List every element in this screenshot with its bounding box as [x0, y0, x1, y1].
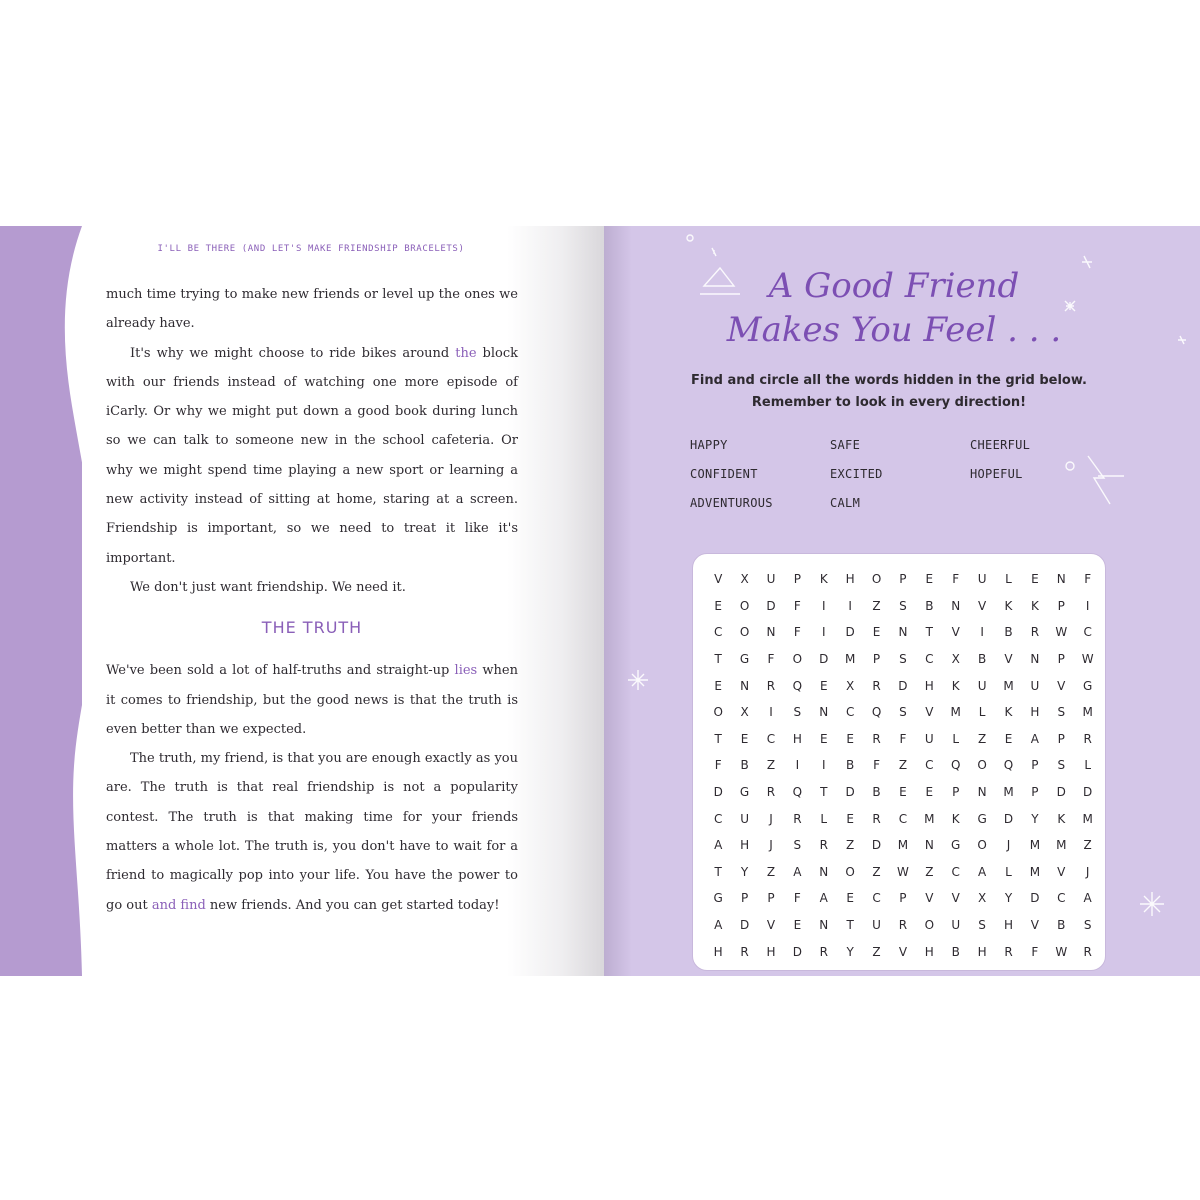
grid-cell[interactable]: C: [872, 891, 881, 906]
grid-cell[interactable]: N: [766, 625, 776, 640]
grid-cell[interactable]: Y: [1031, 811, 1039, 826]
grid-cell[interactable]: G: [739, 785, 750, 800]
grid-cell[interactable]: M: [844, 652, 856, 667]
grid-cell[interactable]: C: [845, 705, 855, 720]
grid-cell[interactable]: K: [1057, 811, 1066, 826]
grid-cell[interactable]: E: [714, 678, 722, 693]
grid-row: [705, 646, 1101, 673]
grid-cell[interactable]: E: [714, 598, 722, 613]
right-page: [604, 226, 1200, 976]
grid-cell[interactable]: D: [792, 944, 802, 959]
grid-row: [705, 912, 1101, 939]
grid-cell[interactable]: N: [1056, 572, 1066, 587]
grid-cell[interactable]: F: [1031, 944, 1039, 959]
grid-cell[interactable]: R: [872, 731, 881, 746]
grid-cell[interactable]: V: [925, 705, 934, 720]
grid-cell[interactable]: G: [1083, 678, 1093, 693]
grid-cell[interactable]: G: [951, 838, 961, 853]
grid-cell[interactable]: V: [1030, 918, 1039, 933]
grid-cell[interactable]: Q: [1003, 758, 1014, 773]
grid-cell[interactable]: M: [950, 705, 961, 720]
grid-cell[interactable]: R: [1083, 944, 1092, 959]
grid-cell[interactable]: Z: [1083, 838, 1092, 853]
grid-cell[interactable]: R: [1030, 625, 1040, 640]
grid-cell[interactable]: E: [846, 731, 854, 746]
grid-cell[interactable]: J: [769, 838, 773, 853]
grid-cell[interactable]: E: [846, 891, 854, 906]
grid-cell[interactable]: V: [925, 891, 934, 906]
grid-cell[interactable]: V: [898, 944, 908, 959]
grid-cell[interactable]: K: [1004, 705, 1013, 720]
grid-cell[interactable]: I: [980, 625, 984, 640]
word-list-item: HOPEFUL: [970, 467, 1023, 481]
grid-cell[interactable]: F: [1084, 572, 1092, 587]
grid-cell[interactable]: S: [899, 705, 907, 720]
grid-cell[interactable]: X: [951, 652, 960, 667]
grid-cell[interactable]: O: [977, 838, 987, 853]
grid-cell[interactable]: L: [1084, 758, 1091, 773]
word-list-item: SAFE: [830, 438, 861, 452]
grid-cell[interactable]: G: [977, 811, 987, 826]
grid-cell[interactable]: R: [1083, 731, 1092, 746]
grid-cell[interactable]: M: [897, 838, 909, 853]
grid-cell[interactable]: D: [713, 785, 723, 800]
grid-cell[interactable]: F: [793, 598, 801, 613]
grid-cell[interactable]: P: [1057, 598, 1065, 613]
grid-cell[interactable]: O: [713, 705, 723, 720]
word-list: [690, 434, 1110, 514]
puzzle-title-line-1: A Good Friend: [768, 266, 1020, 306]
grid-cell[interactable]: S: [793, 838, 802, 853]
highlight-the: the: [455, 345, 477, 361]
grid-cell[interactable]: V: [951, 625, 960, 640]
paragraph-1: [106, 280, 518, 339]
grid-cell[interactable]: A: [793, 864, 802, 879]
grid-cell[interactable]: F: [714, 758, 722, 773]
grid-cell[interactable]: N: [898, 625, 908, 640]
grid-cell[interactable]: I: [821, 758, 826, 773]
grid-cell[interactable]: P: [899, 891, 907, 906]
paragraph-3: [106, 573, 518, 602]
grid-cell[interactable]: S: [793, 705, 802, 720]
grid-cell[interactable]: H: [1030, 705, 1040, 720]
running-head: I'LL BE THERE (AND LET'S MAKE FRIENDSHIP BRACELETS): [157, 244, 465, 254]
grid-cell[interactable]: E: [740, 731, 749, 746]
word-list-item: EXCITED: [830, 467, 883, 481]
grid-cell[interactable]: O: [792, 652, 803, 667]
word-search-table: [705, 566, 1101, 965]
grid-cell[interactable]: V: [714, 572, 723, 587]
puzzle-title-line-2: Makes You Feel . . .: [726, 310, 1062, 350]
grid-cell[interactable]: Z: [872, 864, 881, 879]
grid-cell[interactable]: D: [898, 678, 908, 693]
grid-cell[interactable]: B: [1057, 918, 1066, 933]
grid-cell[interactable]: D: [845, 625, 855, 640]
grid-cell[interactable]: M: [1003, 678, 1014, 693]
grid-cell[interactable]: X: [846, 678, 855, 693]
grid-cell[interactable]: N: [819, 918, 829, 933]
grid-cell[interactable]: P: [1031, 785, 1039, 800]
grid-cell[interactable]: H: [713, 944, 723, 959]
grid-row: [705, 938, 1101, 965]
grid-cell[interactable]: H: [924, 944, 934, 959]
word-list-item: CHEERFUL: [970, 438, 1031, 452]
grid-cell[interactable]: S: [1083, 918, 1092, 933]
grid-cell[interactable]: E: [899, 785, 907, 800]
grid-cell[interactable]: P: [793, 572, 801, 587]
grid-cell[interactable]: E: [793, 918, 802, 933]
word-search-grid[interactable]: [693, 554, 1105, 970]
paragraph-5-text-b: new friends. And you can get started today!: [205, 897, 500, 913]
grid-cell[interactable]: O: [739, 625, 750, 640]
grid-cell[interactable]: Z: [766, 864, 776, 879]
grid-cell[interactable]: M: [1029, 838, 1041, 853]
grid-cell[interactable]: B: [740, 758, 749, 773]
grid-cell[interactable]: K: [1030, 598, 1039, 613]
grid-cell[interactable]: H: [977, 944, 987, 959]
grid-cell[interactable]: O: [871, 572, 882, 587]
grid-row: [705, 699, 1101, 726]
grid-row: [705, 726, 1101, 753]
grid-row: [705, 805, 1101, 832]
grid-cell[interactable]: L: [978, 705, 986, 720]
grid-cell[interactable]: L: [1005, 864, 1012, 879]
grid-cell[interactable]: U: [924, 731, 934, 746]
grid-cell[interactable]: D: [1030, 891, 1040, 906]
grid-cell[interactable]: B: [872, 785, 881, 800]
paragraph-5: [106, 744, 518, 920]
grid-cell[interactable]: N: [740, 678, 750, 693]
grid-cell[interactable]: E: [872, 625, 881, 640]
grid-cell[interactable]: H: [740, 838, 750, 853]
grid-cell[interactable]: X: [977, 891, 987, 906]
grid-cell[interactable]: U: [977, 678, 987, 693]
grid-cell[interactable]: A: [1030, 731, 1039, 746]
grid-cell[interactable]: G: [713, 891, 723, 906]
body-text: [106, 280, 518, 920]
grid-cell[interactable]: C: [714, 811, 723, 826]
grid-cell[interactable]: C: [714, 625, 723, 640]
grid-cell[interactable]: V: [977, 598, 987, 613]
grid-cell[interactable]: N: [1030, 652, 1040, 667]
grid-cell[interactable]: M: [924, 811, 935, 826]
grid-cell[interactable]: K: [951, 811, 960, 826]
wave-edge-decoration: [0, 226, 110, 976]
grid-cell[interactable]: B: [1004, 625, 1013, 640]
paragraph-4-text-b: when it comes to friendship, but the good news is that the truth is even better than we expected.: [106, 663, 518, 737]
grid-cell[interactable]: H: [845, 572, 855, 587]
grid-cell[interactable]: T: [714, 652, 722, 667]
grid-cell[interactable]: V: [1004, 652, 1013, 667]
grid-cell[interactable]: Z: [872, 598, 881, 613]
grid-cell[interactable]: Q: [871, 705, 882, 720]
grid-cell[interactable]: P: [767, 891, 775, 906]
grid-cell[interactable]: T: [714, 731, 722, 746]
grid-cell[interactable]: Z: [925, 864, 934, 879]
grid-cell[interactable]: E: [819, 678, 828, 693]
grid-cell[interactable]: Z: [766, 758, 776, 773]
grid-cell[interactable]: T: [820, 785, 828, 800]
grid-cell[interactable]: E: [846, 811, 854, 826]
grid-cell[interactable]: D: [845, 785, 855, 800]
grid-cell[interactable]: N: [977, 785, 987, 800]
grid-cell[interactable]: W: [1055, 944, 1068, 959]
grid-cell[interactable]: B: [846, 758, 855, 773]
grid-cell[interactable]: M: [1029, 864, 1041, 879]
highlight-lies: lies: [454, 663, 478, 679]
grid-cell[interactable]: H: [1003, 918, 1013, 933]
grid-cell[interactable]: F: [793, 625, 801, 640]
grid-cell[interactable]: K: [1004, 598, 1013, 613]
grid-cell[interactable]: D: [1056, 785, 1066, 800]
grid-row: [705, 672, 1101, 699]
grid-cell[interactable]: J: [1085, 864, 1090, 879]
left-page: [0, 226, 604, 976]
grid-cell[interactable]: E: [819, 731, 828, 746]
grid-cell[interactable]: X: [740, 705, 749, 720]
grid-cell[interactable]: Y: [1004, 891, 1013, 906]
grid-cell[interactable]: G: [739, 652, 750, 667]
highlight-and-find: and find: [151, 897, 206, 913]
grid-cell[interactable]: T: [714, 864, 722, 879]
grid-cell[interactable]: D: [1003, 811, 1014, 826]
grid-cell[interactable]: C: [898, 811, 908, 826]
grid-cell[interactable]: D: [819, 652, 829, 667]
grid-cell[interactable]: Q: [950, 758, 961, 773]
book-spread: [0, 226, 1200, 976]
grid-cell[interactable]: A: [1083, 891, 1092, 906]
grid-cell[interactable]: B: [977, 652, 987, 667]
grid-cell[interactable]: V: [766, 918, 776, 933]
grid-cell[interactable]: A: [977, 864, 987, 879]
paragraph-4-text-a: We've been sold a lot of half-truths and straight-up: [106, 663, 455, 679]
grid-cell[interactable]: E: [925, 785, 934, 800]
grid-cell[interactable]: Q: [792, 678, 803, 693]
grid-cell[interactable]: F: [952, 572, 960, 587]
grid-cell[interactable]: U: [740, 811, 749, 826]
grid-cell[interactable]: Z: [872, 944, 881, 959]
grid-row: [705, 779, 1101, 806]
grid-cell[interactable]: N: [819, 864, 829, 879]
grid-cell[interactable]: I: [1085, 598, 1090, 613]
grid-cell[interactable]: P: [1057, 652, 1065, 667]
grid-cell[interactable]: U: [977, 572, 987, 587]
grid-cell[interactable]: U: [872, 918, 881, 933]
grid-cell[interactable]: U: [951, 918, 961, 933]
grid-cell[interactable]: B: [951, 944, 960, 959]
grid-cell[interactable]: S: [1057, 705, 1066, 720]
grid-cell[interactable]: H: [924, 678, 934, 693]
paragraph-1-text: much time trying to make new friends or level up the ones we already have.: [106, 287, 518, 332]
grid-row: [705, 566, 1101, 593]
grid-cell[interactable]: O: [924, 918, 935, 933]
grid-cell[interactable]: Z: [898, 758, 908, 773]
grid-cell[interactable]: R: [872, 678, 881, 693]
paragraph-3-text: We don't just want friendship. We need it.: [130, 579, 406, 595]
grid-cell[interactable]: J: [769, 811, 773, 826]
grid-cell[interactable]: F: [899, 731, 907, 746]
grid-cell[interactable]: P: [899, 572, 907, 587]
grid-cell[interactable]: I: [769, 705, 773, 720]
grid-cell[interactable]: I: [821, 625, 826, 640]
grid-cell[interactable]: O: [845, 864, 855, 879]
grid-cell[interactable]: E: [1004, 731, 1013, 746]
grid-cell[interactable]: V: [951, 891, 960, 906]
grid-cell[interactable]: R: [819, 838, 828, 853]
grid-cell[interactable]: M: [1056, 838, 1067, 853]
grid-cell[interactable]: W: [896, 864, 909, 879]
grid-cell[interactable]: T: [846, 918, 854, 933]
word-list-item: HAPPY: [690, 438, 728, 452]
grid-cell[interactable]: D: [766, 598, 776, 613]
grid-cell[interactable]: C: [1057, 891, 1066, 906]
grid-cell[interactable]: R: [872, 811, 881, 826]
grid-cell[interactable]: S: [1057, 758, 1066, 773]
grid-cell[interactable]: C: [951, 864, 960, 879]
grid-cell[interactable]: S: [899, 652, 907, 667]
grid-cell[interactable]: U: [1030, 678, 1040, 693]
grid-cell[interactable]: D: [739, 918, 750, 933]
grid-cell[interactable]: V: [1057, 678, 1066, 693]
grid-cell[interactable]: Y: [846, 944, 854, 959]
grid-row: [705, 619, 1101, 646]
grid-cell[interactable]: L: [820, 811, 828, 826]
grid-cell[interactable]: A: [819, 891, 828, 906]
grid-cell[interactable]: X: [740, 572, 749, 587]
grid-cell[interactable]: T: [925, 625, 933, 640]
paragraph-2-text-a: It's why we might choose to ride bikes around: [130, 345, 456, 361]
grid-cell[interactable]: L: [952, 731, 960, 746]
grid-row: [705, 593, 1101, 620]
grid-cell[interactable]: M: [1003, 785, 1014, 800]
grid-cell[interactable]: Z: [846, 838, 855, 853]
grid-cell[interactable]: R: [740, 944, 749, 959]
puzzle-title: [724, 264, 1064, 352]
grid-row: [705, 885, 1101, 912]
grid-cell[interactable]: P: [740, 891, 749, 906]
puzzle-instructions: [664, 370, 1114, 414]
grid-cell[interactable]: W: [1055, 625, 1068, 640]
grid-cell[interactable]: D: [1083, 785, 1093, 800]
grid-cell[interactable]: P: [1031, 758, 1039, 773]
grid-cell[interactable]: K: [819, 572, 828, 587]
grid-cell[interactable]: W: [1081, 652, 1094, 667]
word-list-item: CALM: [830, 496, 861, 510]
grid-cell[interactable]: R: [1004, 944, 1013, 959]
grid-cell[interactable]: C: [766, 731, 776, 746]
grid-cell[interactable]: V: [1057, 864, 1066, 879]
word-list-item: ADVENTUROUS: [690, 496, 773, 510]
grid-cell[interactable]: H: [792, 731, 802, 746]
grid-cell[interactable]: O: [977, 758, 987, 773]
grid-cell[interactable]: H: [766, 944, 776, 959]
grid-cell[interactable]: P: [952, 785, 960, 800]
grid-cell[interactable]: I: [821, 598, 826, 613]
grid-cell[interactable]: S: [899, 598, 907, 613]
grid-cell[interactable]: U: [766, 572, 776, 587]
grid-cell[interactable]: D: [871, 838, 882, 853]
paragraph-5-text-a: The truth, my friend, is that you are enough exactly as you are. The truth is that real friendship is not a popularity contest. The truth is that making time for your friends matters a whole lot. The truth is, you don't have to wait for a friend to magically pop into your life. You have the power to go out: [106, 751, 518, 913]
grid-cell[interactable]: C: [925, 652, 934, 667]
grid-cell[interactable]: E: [1031, 572, 1039, 587]
word-list-item: CONFIDENT: [690, 467, 758, 481]
grid-cell[interactable]: N: [951, 598, 961, 613]
grid-cell[interactable]: F: [793, 891, 801, 906]
instruction-line-1: Find and circle all the words hidden in the grid below.: [691, 373, 1087, 388]
grid-cell[interactable]: R: [898, 918, 908, 933]
grid-row: [705, 832, 1101, 859]
grid-row: [705, 859, 1101, 886]
grid-cell[interactable]: N: [924, 838, 934, 853]
paragraph-4: [106, 656, 518, 744]
grid-cell[interactable]: F: [873, 758, 880, 773]
grid-cell[interactable]: S: [978, 918, 986, 933]
grid-cell[interactable]: B: [925, 598, 934, 613]
grid-cell[interactable]: R: [766, 678, 776, 693]
grid-cell[interactable]: R: [819, 944, 828, 959]
paragraph-2-text-b: block with our friends instead of watching one more episode of iCarly. Or why we might put down a good book during lunch so we can talk to someone new in the school cafeteria. Or why we might spend time playing a new sport or learning a new activity instead of sitting at home, staring at a screen. Friendship is important, so we need to treat it like it's important.: [106, 345, 518, 566]
grid-cell[interactable]: Z: [977, 731, 987, 746]
grid-row: [705, 752, 1101, 779]
grid-cell[interactable]: C: [925, 758, 934, 773]
grid-cell[interactable]: M: [1082, 705, 1093, 720]
grid-cell[interactable]: C: [1083, 625, 1092, 640]
grid-cell[interactable]: P: [1057, 731, 1065, 746]
paragraph-2: [106, 339, 518, 573]
grid-cell[interactable]: I: [848, 598, 852, 613]
grid-cell[interactable]: M: [1082, 811, 1093, 826]
instruction-line-2: Remember to look in every direction!: [751, 395, 1027, 410]
grid-cell[interactable]: F: [767, 652, 775, 667]
grid-cell[interactable]: K: [951, 678, 960, 693]
grid-cell[interactable]: L: [1005, 572, 1012, 587]
grid-cell[interactable]: E: [925, 572, 934, 587]
grid-cell[interactable]: P: [872, 652, 881, 667]
grid-cell[interactable]: N: [819, 705, 829, 720]
grid-cell[interactable]: R: [793, 811, 802, 826]
grid-cell[interactable]: O: [739, 598, 750, 613]
grid-cell[interactable]: Y: [740, 864, 749, 879]
section-heading: THE TRUTH: [261, 618, 363, 638]
grid-cell[interactable]: R: [766, 785, 776, 800]
grid-cell[interactable]: I: [795, 758, 800, 773]
grid-cell[interactable]: A: [714, 918, 723, 933]
grid-cell[interactable]: J: [1006, 838, 1011, 853]
grid-cell[interactable]: A: [714, 838, 723, 853]
grid-cell[interactable]: Q: [792, 785, 803, 800]
